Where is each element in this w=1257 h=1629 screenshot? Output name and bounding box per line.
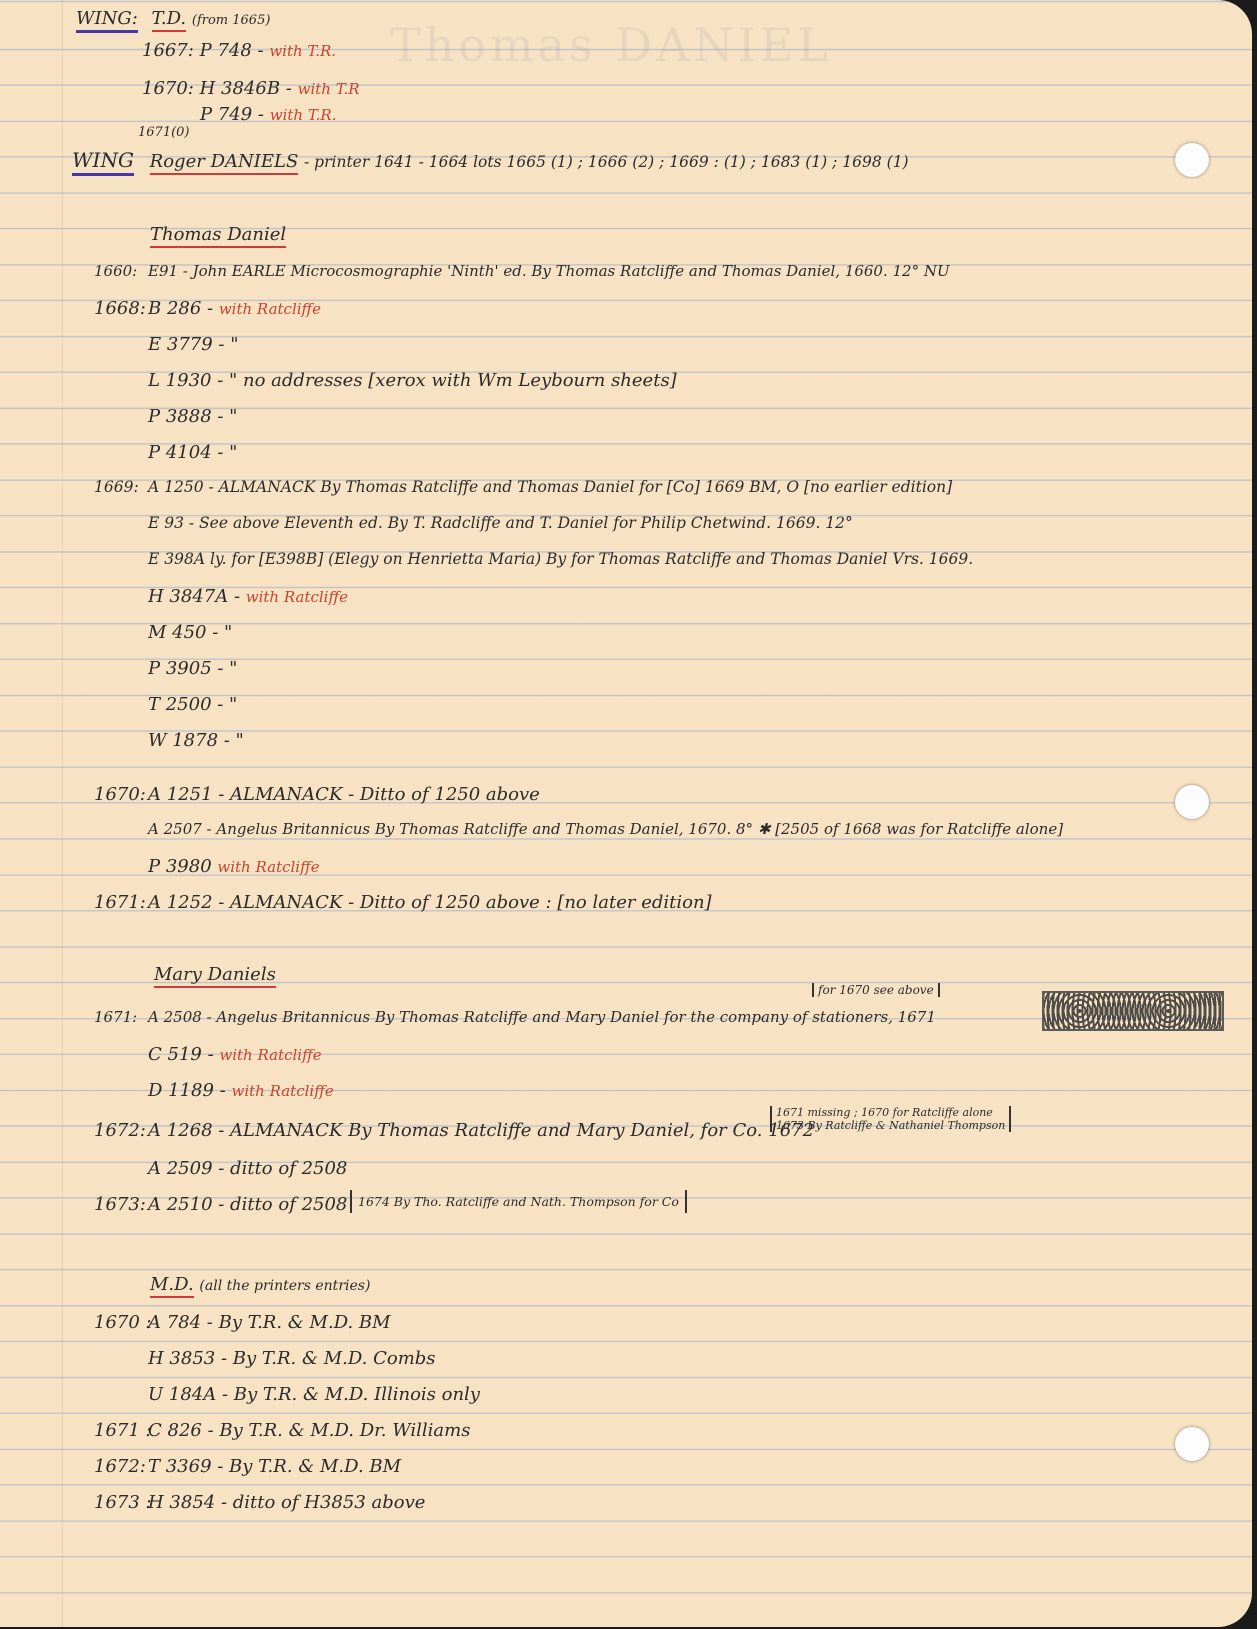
list-item: 1671 :C 826 - By T.R. & M.D. Dr. Williams: [94, 1420, 471, 1441]
list-item: P 3980 with Ratcliffe: [148, 856, 320, 877]
md-heading: M.D.: [150, 1274, 194, 1298]
show-through-title: Thomas DANIEL: [390, 18, 832, 72]
list-item: 1671: A 2508 - Angelus Britannicus By Thomas Ratcliffe and Mary Daniel for the company of stationers, 1671: [94, 1008, 936, 1026]
list-item: E 398A ly. for [E398B] (Elegy on Henrietta Maria) By for Thomas Ratcliffe and Thomas Daniel Vrs. 1669.: [148, 550, 974, 568]
section-heading: [150, 226, 286, 244]
list-item: H 3853 - By T.R. & M.D. Combs: [148, 1348, 436, 1369]
roger-name: Roger DANIELS: [150, 151, 299, 175]
td-entry: 1670: H 3846B - with T.R: [142, 78, 360, 99]
list-item: C 519 - with Ratcliffe: [148, 1044, 322, 1065]
td-entry: P 749 - with T.R.: [200, 104, 337, 125]
binder-hole-bottom: [1175, 1427, 1209, 1461]
list-item: A 2507 - Angelus Britannicus By Thomas Ratcliffe and Thomas Daniel, 1670. 8° ✱ [2505 of 1668 was for Ratcliffe alone]: [148, 820, 1064, 838]
list-item: P 3888 - ": [148, 406, 238, 427]
list-item: A 2509 - ditto of 2508: [148, 1158, 348, 1179]
list-item: P 3905 - ": [148, 658, 238, 679]
list-item: 1660: E91 - John EARLE Microcosmographie 'Ninth' ed. By Thomas Ratcliffe and Thomas Daniel, 1660. 12° NU: [94, 262, 950, 280]
list-item: E 93 - See above Eleventh ed. By T. Radcliffe and T. Daniel for Philip Chetwind. 1669. 12°: [148, 514, 853, 532]
binder-hole-top: [1175, 143, 1209, 177]
section-heading: [150, 1276, 370, 1294]
list-item: M 450 - ": [148, 622, 233, 643]
margin-line: [62, 0, 63, 1627]
wing-roger-line: [72, 150, 909, 171]
mary-daniels-heading: Mary Daniels: [154, 964, 276, 988]
list-item: 1670: A 1251 - ALMANACK - Ditto of 1250 above: [94, 784, 540, 805]
list-item: D 1189 - with Ratcliffe: [148, 1080, 334, 1101]
list-item: U 184A - By T.R. & M.D. Illinois only: [148, 1384, 480, 1405]
td-extra: 1671(0): [138, 125, 190, 140]
thomas-daniel-heading: Thomas Daniel: [150, 224, 286, 248]
list-item: T 2500 - ": [148, 694, 238, 715]
list-item: P 4104 - ": [148, 442, 238, 463]
binder-hole-middle: [1175, 785, 1209, 819]
scribbled-out-text: [1042, 991, 1224, 1031]
list-item: H 3847A - with Ratcliffe: [148, 586, 348, 607]
note-1672: 1671 missing ; 1670 for Ratcliffe alone 1673 By Ratcliffe & Nathaniel Thompson: [770, 1106, 1011, 1132]
mary-top-note: for 1670 see above: [812, 983, 940, 997]
list-item: 1671: A 1252 - ALMANACK - Ditto of 1250 above : [no later edition]: [94, 892, 712, 913]
td-range: (from 1665): [191, 13, 271, 28]
list-item: 1669: A 1250 - ALMANACK By Thomas Ratcliffe and Thomas Daniel for [Co] 1669 BM, O [no earlier edition]: [94, 478, 953, 496]
md-sub: (all the printers entries): [199, 1278, 371, 1294]
wing-label: WING:: [76, 8, 138, 33]
list-item: 1670 :A 784 - By T.R. & M.D. BM: [94, 1312, 391, 1333]
wing-td-header: [76, 10, 270, 28]
roger-text: - printer 1641 - 1664 lots 1665 (1) ; 1666 (2) ; 1669 : (1) ; 1683 (1) ; 1698 (1): [304, 153, 909, 171]
list-item: 1672: A 1268 - ALMANACK By Thomas Ratcliffe and Mary Daniel, for Co. 1672: [94, 1120, 815, 1141]
list-item: W 1878 - ": [148, 730, 244, 751]
list-item: L 1930 - " no addresses [xerox with Wm Leybourn sheets]: [148, 370, 677, 391]
td-entry: 1667: P 748 - with T.R.: [142, 40, 337, 61]
list-item: 1673: A 2510 - ditto of 2508: [94, 1194, 348, 1215]
list-item: E 3779 - ": [148, 334, 239, 355]
list-item: 1672: T 3369 - By T.R. & M.D. BM: [94, 1456, 402, 1477]
list-item: 1673 :H 3854 - ditto of H3853 above: [94, 1492, 426, 1513]
note-1673: 1674 By Tho. Ratcliffe and Nath. Thompson for Co: [350, 1190, 687, 1213]
section-heading: [154, 966, 276, 984]
list-item: 1668: B 286 - with Ratcliffe: [94, 298, 322, 319]
wing-label: WING: [72, 148, 134, 176]
td-name: T.D.: [152, 8, 187, 32]
